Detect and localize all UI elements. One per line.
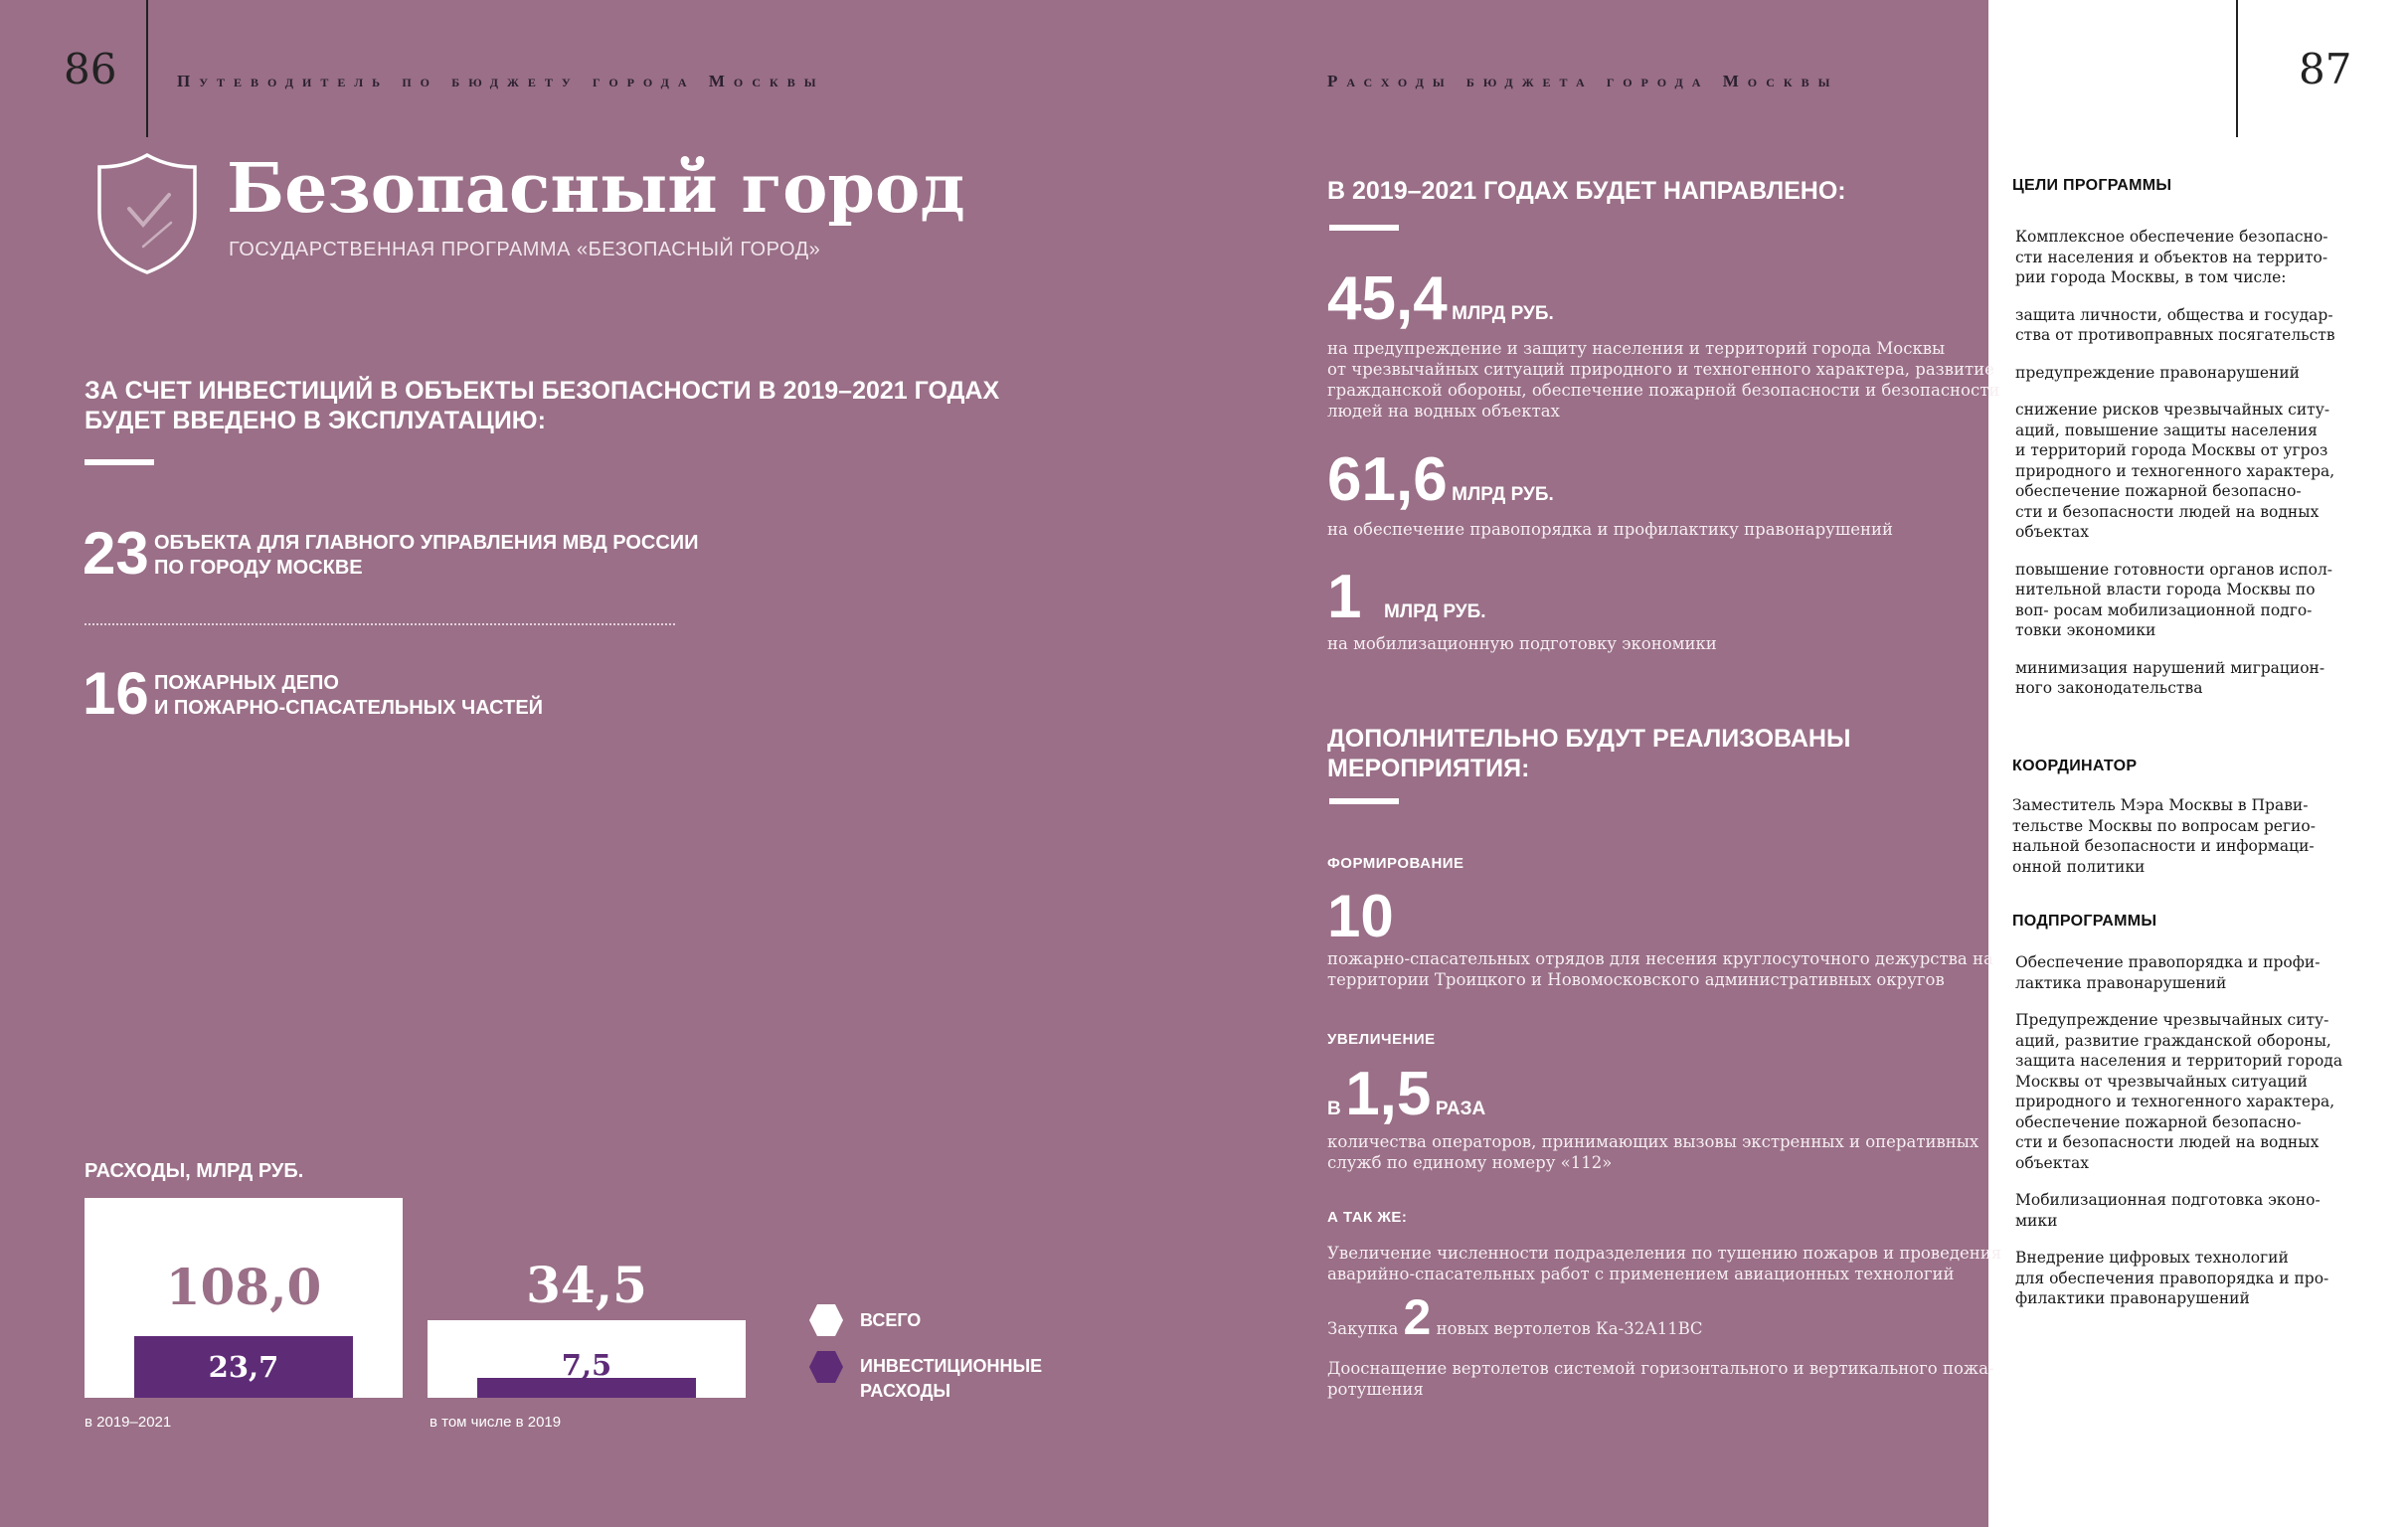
desc-line: ротушения bbox=[1327, 1380, 1424, 1399]
directed-amount: 1 bbox=[1327, 563, 1362, 631]
coordinator-line: нальной безопасности и информаци- bbox=[2012, 837, 2315, 855]
chart-value-total-2019: 34,5 bbox=[526, 1256, 647, 1314]
directed-amount: 61,6 bbox=[1327, 445, 1448, 514]
legend-invest-line1: ИНВЕСТИЦИОННЫЕ bbox=[860, 1356, 1043, 1376]
directed-desc-law-order: на обеспечение правопорядка и профилактику правонарушений bbox=[1327, 520, 1893, 539]
legend-invest-line2: РАСХОДЫ bbox=[860, 1381, 951, 1401]
directed-item-mobilization bbox=[1327, 563, 1486, 631]
increase-label: УВЕЛИЧЕНИЕ bbox=[1327, 1031, 1436, 1048]
directed-desc-mobilization: на мобилизационную подготовку экономики bbox=[1327, 634, 1717, 653]
directed-heading-underline bbox=[1329, 225, 1399, 231]
goal-line: объектах bbox=[2015, 523, 2089, 541]
goal-line: сти населения и объектов на террито- bbox=[2015, 248, 2328, 266]
right-running-head: Расходы бюджета города Москвы bbox=[1327, 72, 1839, 90]
subprogram-line: мики bbox=[2015, 1211, 2058, 1230]
coordinator-line: онной политики bbox=[2012, 857, 2146, 876]
chart-value-invest-2019-2021: 23,7 bbox=[208, 1350, 279, 1384]
legend-invest-hexagon-icon bbox=[808, 1350, 844, 1389]
goal-item bbox=[2015, 363, 2335, 384]
subprogram-line: Предупреждение чрезвычайных ситу- bbox=[2015, 1011, 2329, 1029]
subprogram-item bbox=[2015, 1010, 2342, 1173]
chart-category-2019: в том числе в 2019 bbox=[430, 1414, 562, 1431]
goal-item bbox=[2015, 560, 2335, 641]
directed-heading: В 2019–2021 ГОДАХ БУДЕТ НАПРАВЛЕНО: bbox=[1327, 177, 1846, 205]
goal-line: повышение готовности органов испол- bbox=[2015, 560, 2333, 579]
left-running-head: Путеводитель по бюджету города Москвы bbox=[177, 72, 825, 90]
formation-desc bbox=[1327, 948, 1993, 990]
desc-line: Дооснащение вертолетов системой горизонтального и вертикального пожа- bbox=[1327, 1359, 1994, 1378]
purchase-suffix: новых вертолетов Ка-32А11ВС bbox=[1436, 1319, 1703, 1338]
chart-title: РАСХОДЫ, МЛРД РУБ. bbox=[85, 1160, 304, 1182]
increase-desc bbox=[1327, 1131, 1978, 1173]
formation-number: 10 bbox=[1327, 883, 1394, 949]
formation-label: ФОРМИРОВАНИЕ bbox=[1327, 855, 1464, 872]
directed-unit: МЛРД РУБ. bbox=[1383, 601, 1486, 622]
page-title: Безопасный город bbox=[227, 149, 965, 229]
legend-invest-label bbox=[860, 1354, 1042, 1404]
investments-heading bbox=[85, 376, 999, 435]
right-header-divider bbox=[2236, 0, 2238, 137]
directed-item-emergency bbox=[1327, 264, 1554, 333]
stat-label bbox=[154, 531, 699, 581]
subprogram-line: Внедрение цифровых технологий bbox=[2015, 1249, 2289, 1267]
desc-line: количества операторов, принимающих вызовы экстренных и оперативных bbox=[1327, 1132, 1979, 1151]
stat-label-line2: И ПОЖАРНО-СПАСАТЕЛЬНЫХ ЧАСТЕЙ bbox=[154, 697, 544, 719]
goal-line: ного законодательства bbox=[2015, 679, 2203, 697]
investments-heading-line1: ЗА СЧЕТ ИНВЕСТИЦИЙ В ОБЪЕКТЫ БЕЗОПАСНОСТИ В 2019–2021 ГОДАХ bbox=[85, 377, 1000, 405]
subprogram-item bbox=[2015, 1190, 2342, 1231]
directed-desc-emergency bbox=[1327, 338, 1999, 422]
subprogram-line: аций, развитие гражданской обороны, bbox=[2015, 1031, 2331, 1050]
desc-line: территории Троицкого и Новомосковского административных округов bbox=[1327, 970, 1945, 989]
left-page-number: 86 bbox=[64, 45, 117, 93]
goal-line: защита личности, общества и государ- bbox=[2015, 305, 2333, 324]
desc-line: Увеличение численности подразделения по тушению пожаров и проведения bbox=[1327, 1244, 2002, 1263]
goal-line: товки экономики bbox=[2015, 621, 2156, 639]
coordinator-line: тельстве Москвы по вопросам регио- bbox=[2012, 816, 2316, 835]
goal-item bbox=[2015, 658, 2335, 699]
additional-heading bbox=[1327, 724, 1850, 783]
goals-heading: ЦЕЛИ ПРОГРАММЫ bbox=[2012, 177, 2172, 194]
coordinator-text bbox=[2012, 795, 2316, 877]
increase-prefix: В bbox=[1327, 1099, 1341, 1119]
subprogram-line: Москвы от чрезвычайных ситуаций bbox=[2015, 1072, 2308, 1091]
legend-total-label: ВСЕГО bbox=[860, 1310, 922, 1330]
left-header-divider bbox=[146, 0, 148, 137]
subprogram-line: филактики правонарушений bbox=[2015, 1289, 2250, 1307]
chart-value-invest-2019: 7,5 bbox=[561, 1348, 612, 1382]
chart-value-total-2019-2021: 108,0 bbox=[165, 1258, 322, 1316]
stat-number: 16 bbox=[83, 660, 149, 727]
subprogram-line: для обеспечения правопорядка и про- bbox=[2015, 1269, 2329, 1287]
directed-unit: МЛРД РУБ. bbox=[1452, 484, 1554, 505]
stat-label-line2: ПО ГОРОДУ МОСКВЕ bbox=[154, 557, 363, 579]
also-desc-1 bbox=[1327, 1243, 2001, 1284]
goals-list bbox=[2015, 227, 2335, 699]
desc-line: на предупреждение и защиту населения и территорий города Москвы bbox=[1327, 339, 1946, 358]
desc-line: гражданской обороны, обеспечение пожарной безопасности и безопасности bbox=[1327, 381, 2000, 400]
desc-line: служб по единому номеру «112» bbox=[1327, 1153, 1613, 1172]
subprogram-line: природного и техногенного характера, bbox=[2015, 1093, 2335, 1110]
directed-item-law-order bbox=[1327, 445, 1554, 514]
subprogram-item bbox=[2015, 1248, 2342, 1309]
additional-heading-line1: ДОПОЛНИТЕЛЬНО БУДУТ РЕАЛИЗОВАНЫ bbox=[1327, 725, 1851, 753]
shield-check-icon bbox=[95, 151, 199, 276]
additional-heading-line2: МЕРОПРИЯТИЯ: bbox=[1327, 755, 1530, 782]
subprogram-line: защита населения и территорий города bbox=[2015, 1052, 2343, 1070]
desc-line: аварийно-спасательных работ с применением авиационных технологий bbox=[1327, 1265, 1955, 1283]
right-page-number: 87 bbox=[2299, 45, 2352, 93]
additional-heading-underline bbox=[1329, 798, 1399, 804]
desc-line: людей на водных объектах bbox=[1327, 402, 1560, 421]
subprograms-heading: ПОДПРОГРАММЫ bbox=[2012, 913, 2157, 930]
goal-line: минимизация нарушений миграцион- bbox=[2015, 658, 2325, 677]
subprogram-line: Обеспечение правопорядка и профи- bbox=[2015, 953, 2321, 971]
goal-item bbox=[2015, 400, 2335, 543]
stat-number: 23 bbox=[83, 520, 149, 587]
goal-line: и территорий города Москвы от угроз bbox=[2015, 441, 2328, 459]
increase-number: 1,5 bbox=[1345, 1060, 1432, 1128]
subprogram-item bbox=[2015, 952, 2342, 993]
stat-label bbox=[154, 671, 543, 721]
coordinator-line: Заместитель Мэра Москвы в Прави- bbox=[2012, 796, 2309, 814]
goal-line: нительной власти города Москвы по bbox=[2015, 581, 2316, 598]
investments-heading-line2: БУДЕТ ВВЕДЕНО В ЭКСПЛУАТАЦИЮ: bbox=[85, 407, 546, 434]
legend-total-hexagon-icon bbox=[808, 1303, 844, 1342]
subprogram-line: лактика правонарушений bbox=[2015, 973, 2227, 992]
desc-line: пожарно-спасательных отрядов для несения круглосуточного дежурства на bbox=[1327, 949, 1993, 968]
subprogram-line: сти и безопасности людей на водных bbox=[2015, 1133, 2320, 1151]
purchase-number: 2 bbox=[1403, 1289, 1432, 1345]
goal-item bbox=[2015, 227, 2335, 288]
subprograms-list bbox=[2015, 952, 2342, 1309]
desc-line: от чрезвычайных ситуаций природного и техногенного характера, развитие bbox=[1327, 360, 1994, 379]
chart-category-2019-2021: в 2019–2021 bbox=[85, 1414, 172, 1431]
investments-heading-underline bbox=[85, 459, 154, 465]
goal-line: снижение рисков чрезвычайных ситу- bbox=[2015, 401, 2330, 419]
goal-line: воп- росам мобилизационной подго- bbox=[2015, 600, 2313, 619]
coordinator-heading: КООРДИНАТОР bbox=[2012, 758, 2138, 774]
goal-item bbox=[2015, 305, 2335, 346]
page-subtitle: ГОСУДАРСТВЕННАЯ ПРОГРАММА «БЕЗОПАСНЫЙ ГОРОД» bbox=[229, 239, 821, 260]
goal-line: сти и безопасности людей на водных bbox=[2015, 502, 2320, 521]
also-desc-3 bbox=[1327, 1358, 1994, 1400]
directed-unit: МЛРД РУБ. bbox=[1452, 303, 1554, 324]
purchase-prefix: Закупка bbox=[1327, 1319, 1399, 1338]
directed-amount: 45,4 bbox=[1327, 264, 1448, 333]
stat-label-line1: ПОЖАРНЫХ ДЕПО bbox=[154, 672, 339, 694]
also-label: А ТАК ЖЕ: bbox=[1327, 1209, 1408, 1226]
subprogram-line: обеспечение пожарной безопасно- bbox=[2015, 1112, 2302, 1131]
stat-label-line1: ОБЪЕКТА ДЛЯ ГЛАВНОГО УПРАВЛЕНИЯ МВД РОССИИ bbox=[154, 532, 699, 554]
purchase-line bbox=[1327, 1289, 1703, 1345]
goal-line: Комплексное обеспечение безопасно- bbox=[2015, 228, 2328, 246]
goal-line: обеспечение пожарной безопасно- bbox=[2015, 482, 2302, 500]
increase-unit: РАЗА bbox=[1435, 1099, 1486, 1119]
goal-line: аций, повышение защиты населения bbox=[2015, 421, 2318, 439]
dotted-divider bbox=[85, 623, 675, 625]
subprogram-line: Мобилизационная подготовка эконо- bbox=[2015, 1191, 2321, 1209]
goal-line: ства от противоправных посягательств bbox=[2015, 326, 2335, 344]
increase-value bbox=[1327, 1060, 1486, 1128]
subprogram-line: объектах bbox=[2015, 1153, 2089, 1172]
goal-line: рии города Москвы, в том числе: bbox=[2015, 268, 2287, 286]
goal-line: природного и техногенного характера, bbox=[2015, 461, 2335, 480]
goal-line: предупреждение правонарушений bbox=[2015, 363, 2300, 382]
